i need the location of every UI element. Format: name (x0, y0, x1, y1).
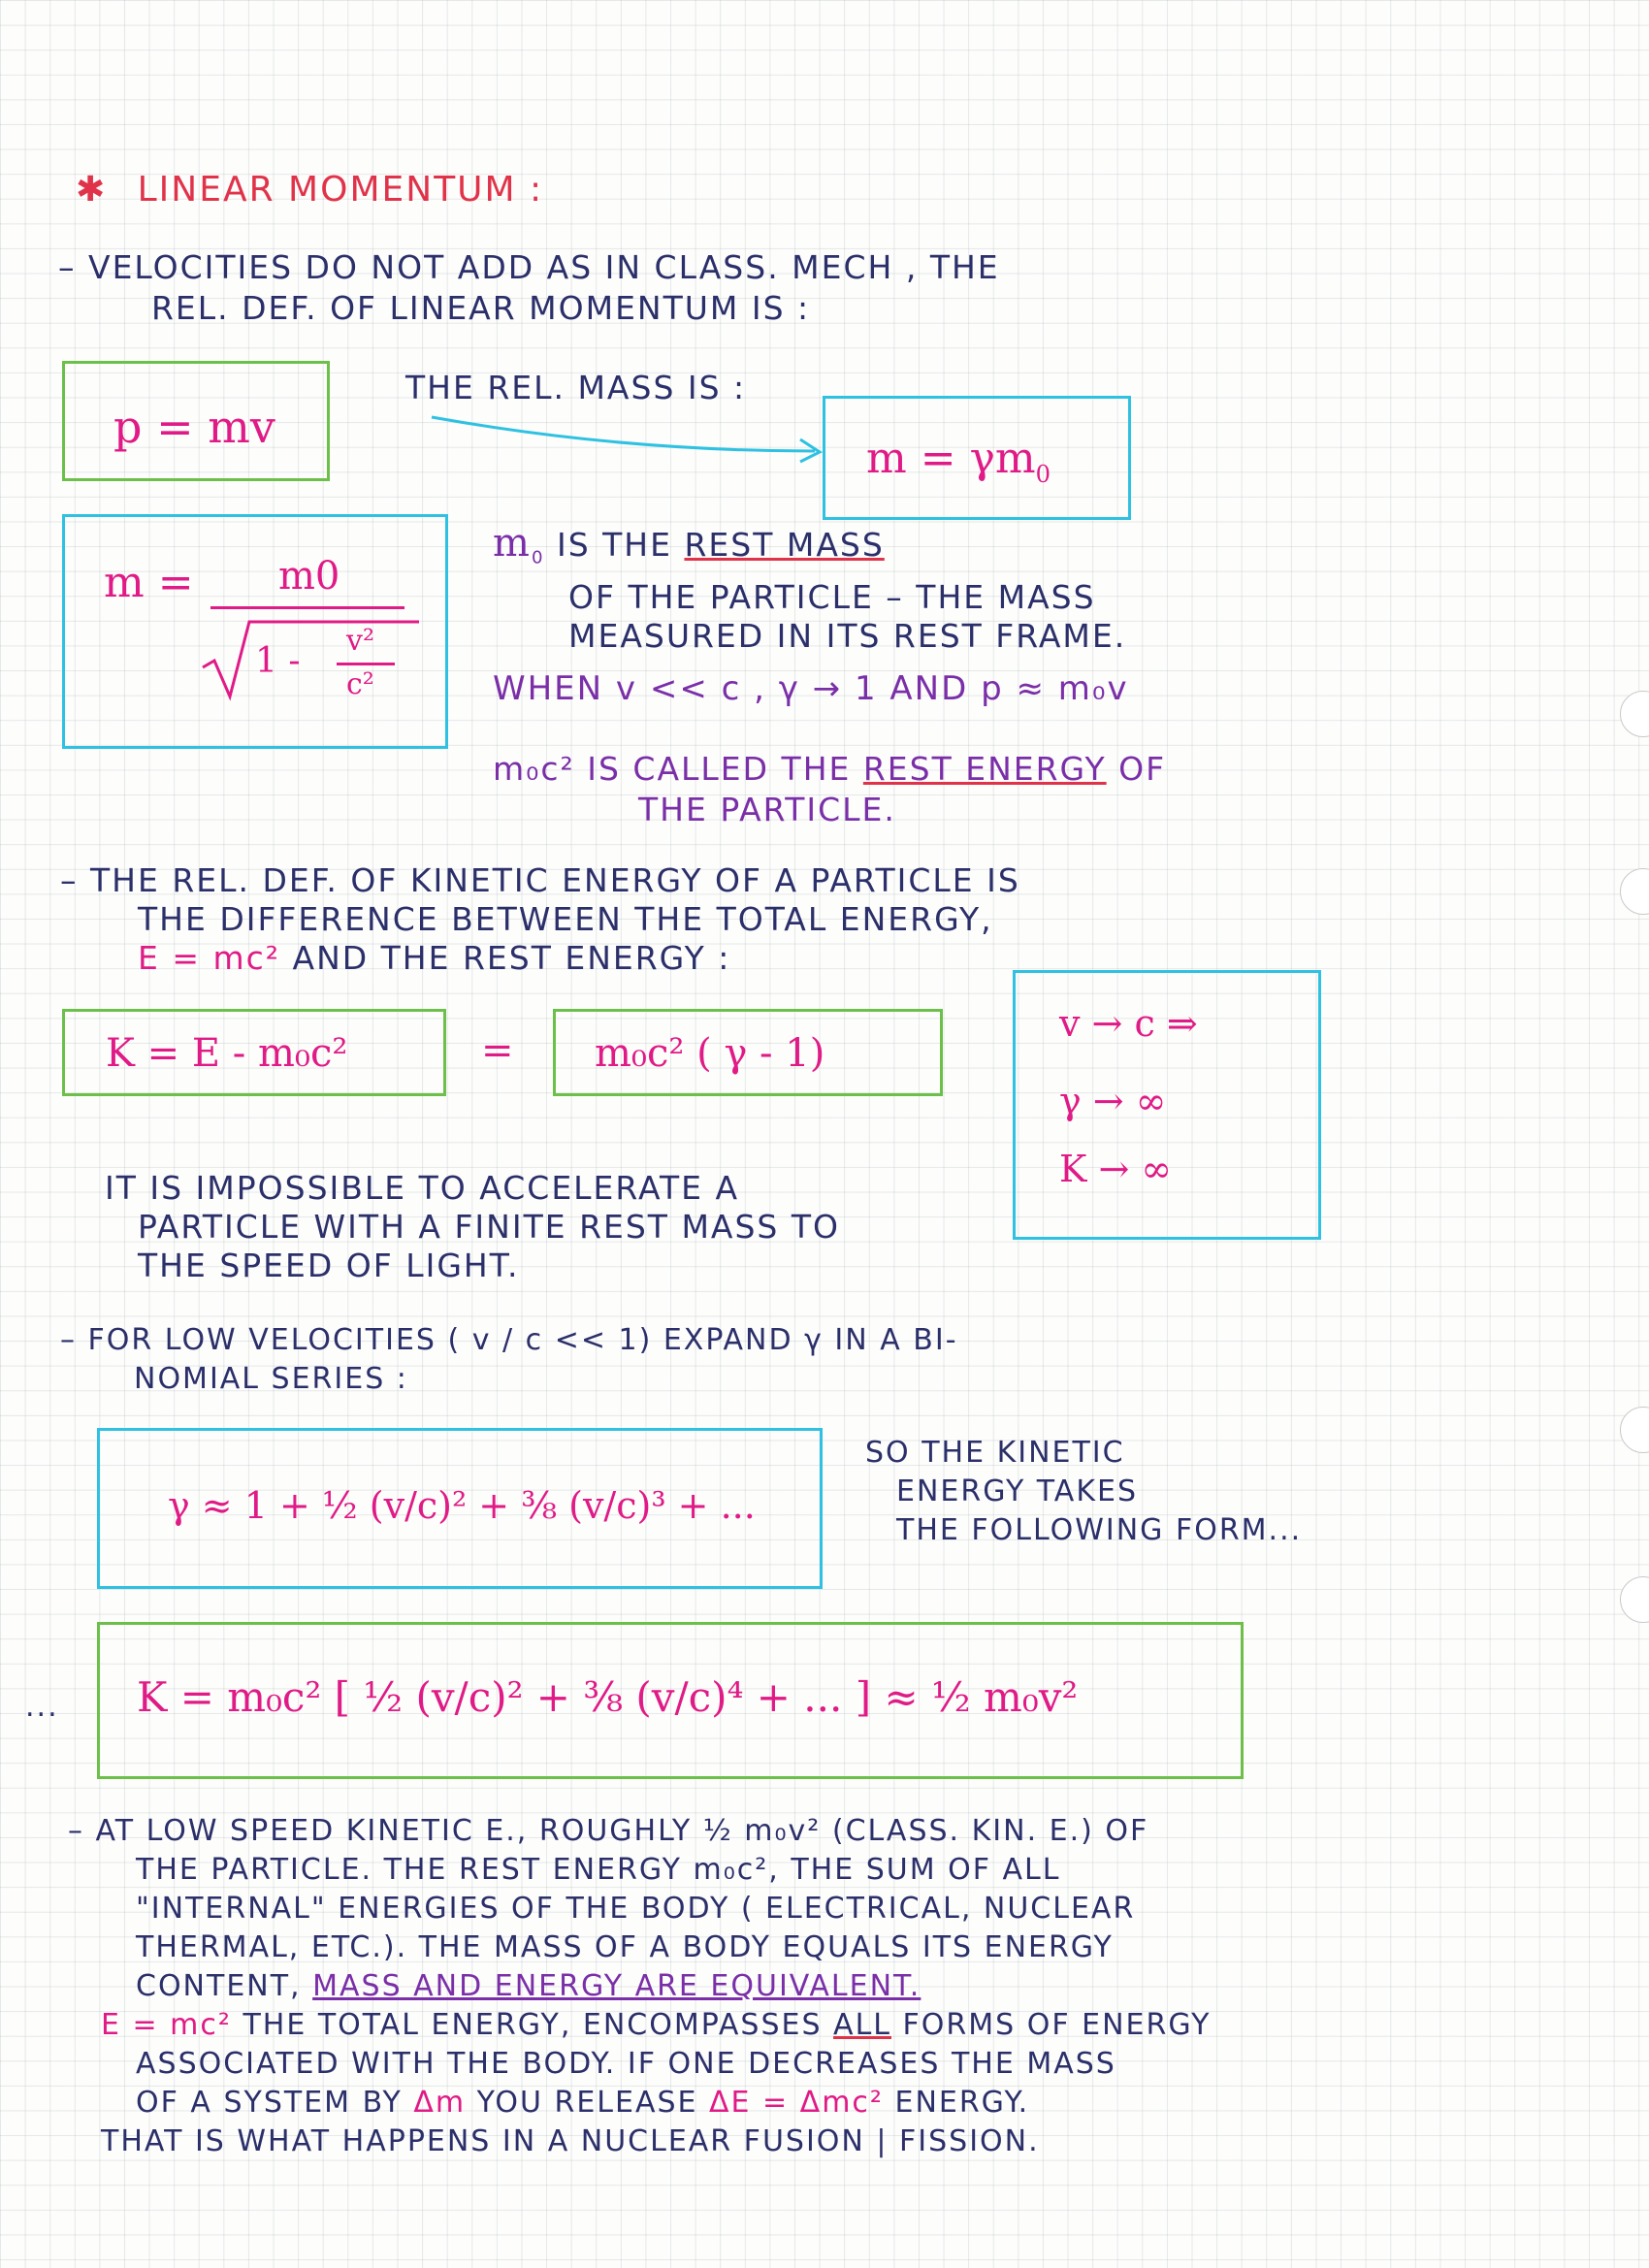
limit-row-2: γ → ∞ (1059, 1080, 1167, 1122)
rest-energy-note: m₀c² IS CALLED THE REST ENERGY OF THE PARTICLE. (493, 750, 1167, 828)
page-title (76, 170, 543, 210)
kinetic-form-line-3: THE FOLLOWING FORM... (896, 1513, 1303, 1547)
limit-row-1: v → c ⇒ (1059, 1002, 1198, 1045)
kinetic-energy-box (62, 1009, 446, 1096)
equals-sign: = (481, 1028, 514, 1073)
star-icon: ✱ (76, 170, 108, 210)
continuation-ellipsis: ... (25, 1690, 59, 1724)
root-c2: c² (346, 667, 374, 701)
closing-line-6a: E = mc² (101, 2008, 232, 2042)
low-velocity-line-1: FOR LOW VELOCITIES ( v / c << 1) EXPAND γ IN A BI- (87, 1323, 958, 1357)
rest-mass-line-2: OF THE PARTICLE – THE MASS (568, 577, 1096, 616)
rel-mass-formula: $m = \gamma m_0$ (866, 434, 1051, 488)
kinetic-definition: – THE REL. DEF. OF KINETIC ENERGY OF A PARTICLE IS THE DIFFERENCE BETWEEN THE TOTAL ENERGY, E = mc² AND THE REST ENERGY : (60, 861, 1020, 977)
kinetic-form-line-1: SO THE KINETIC (865, 1436, 1125, 1470)
closing-line-5a: CONTENT, (136, 1969, 313, 2003)
gamma-series-formula: γ ≈ 1 + ½ (v/c)² + ⅜ (v/c)³ + ... (168, 1484, 756, 1527)
kinetic-energy-gamma-formula: m₀c² ( γ - 1) (595, 1031, 825, 1076)
binder-hole (1620, 1576, 1649, 1623)
rest-mass-line-3: MEASURED IN ITS REST FRAME. (568, 616, 1127, 655)
intro-text (58, 247, 1000, 329)
closing-line-4: THERMAL, ETC.). THE MASS OF A BODY EQUALS ITS ENERGY (136, 1930, 1114, 1964)
closing-line-2: THE PARTICLE. THE REST ENERGY m₀c², THE SUM OF ALL (136, 1853, 1061, 1887)
intro-line-1: VELOCITIES DO NOT ADD AS IN CLASS. MECH , THE (88, 248, 1000, 286)
fraction-bar (210, 606, 404, 609)
rest-mass-note: $m_0$ IS THE REST MASS OF THE PARTICLE – THE MASS MEASURED IN ITS REST FRAME. (493, 521, 1127, 655)
binder-hole (1620, 868, 1649, 915)
mass-numerator: m0 (278, 554, 340, 599)
limit-row-3: K → ∞ (1059, 1148, 1173, 1190)
kinetic-line-1: THE REL. DEF. OF KINETIC ENERGY OF A PARTICLE IS (90, 861, 1020, 899)
closing-line-8a: OF A SYSTEM BY (136, 2086, 414, 2120)
impossible-note (105, 1169, 840, 1285)
low-velocity-note: – FOR LOW VELOCITIES ( v / c << 1) EXPAND γ IN A BI- NOMIAL SERIES : (60, 1323, 958, 1396)
closing-line-3: "INTERNAL" ENERGIES OF THE BODY ( ELECTRICAL, NUCLEAR (136, 1892, 1136, 1926)
closing-line-5b: MASS AND ENERGY ARE EQUIVALENT. (312, 1969, 922, 2003)
impossible-line-1: IT IS IMPOSSIBLE TO ACCELERATE A (105, 1169, 740, 1207)
kinetic-energy-formula: K = E - m₀c² (106, 1031, 348, 1076)
rel-mass-box (823, 396, 1131, 520)
impossible-line-3: THE SPEED OF LIGHT. (138, 1247, 520, 1284)
rest-energy-line-2: THE PARTICLE. (638, 791, 896, 828)
closing-line-7: ASSOCIATED WITH THE BODY. IF ONE DECREASES THE MASS (136, 2047, 1116, 2081)
sqrt-icon (201, 614, 424, 701)
kinetic-energy-gamma-box (553, 1009, 943, 1096)
bullet-dash: – (58, 248, 77, 286)
root-v2: v² (346, 624, 374, 658)
arrow-icon (427, 407, 834, 466)
kinetic-form-line-2: ENERGY TAKES (896, 1474, 1138, 1508)
closing-paragraph: – AT LOW SPEED KINETIC E., ROUGHLY ½ m₀v² (CLASS. KIN. E.) OF THE PARTICLE. THE REST ENERGY m₀c², THE SUM OF ALL "INTERNAL" ENERGIES OF THE BODY ( ELECTRICAL, NUCLEAR THERMAL, ETC.). THE MASS OF A BODY EQUALS ITS ENERGY CONTENT, MASS AND ENERGY ARE EQUIVALENT. E = mc² THE TOTAL ENERGY, ENCOMPASSES ALL FORMS OF ENERGY ASSOCIATED WITH THE BODY. IF ONE DECREASES THE MASS OF A SYSTEM BY Δm YOU RELEASE ΔE = Δmc² ENERGY. THAT IS WHAT HAPPENS IN A NUCLEAR FUSION | FISSION. (68, 1814, 1212, 2158)
binder-hole (1620, 691, 1649, 737)
kinetic-line-2: THE DIFFERENCE BETWEEN THE TOTAL ENERGY, (138, 900, 993, 938)
mass-formula-box (62, 514, 448, 749)
momentum-formula-box (62, 361, 330, 481)
kinetic-series-formula: K = m₀c² [ ½ (v/c)² + ⅜ (v/c)⁴ + ... ] ≈ ½ m₀v² (137, 1673, 1079, 1721)
impossible-line-2: PARTICLE WITH A FINITE REST MASS TO (138, 1208, 841, 1246)
low-velocity-line-2: NOMIAL SERIES : (134, 1362, 408, 1396)
mass-lhs: m = (104, 558, 194, 607)
gamma-series-box (97, 1428, 823, 1589)
closing-line-1: AT LOW SPEED KINETIC E., ROUGHLY ½ m₀v² (CLASS. KIN. E.) OF (95, 1814, 1149, 1848)
closing-line-9: THAT IS WHAT HAPPENS IN A NUCLEAR FUSION | FISSION. (101, 2124, 1040, 2158)
kinetic-form-note (865, 1434, 1302, 1550)
binder-hole (1620, 1407, 1649, 1453)
root-fraction-bar (337, 663, 395, 665)
root-one: 1 - (255, 641, 301, 681)
kinetic-series-box (97, 1622, 1244, 1779)
momentum-formula: p = mv (113, 401, 275, 453)
limit-note: WHEN v << c , γ → 1 AND p ≈ m₀v (493, 669, 1129, 708)
title-text: LINEAR MOMENTUM : (137, 170, 544, 210)
limits-box (1013, 970, 1321, 1240)
rel-mass-label: THE REL. MASS IS : (405, 369, 747, 406)
intro-line-2: REL. DEF. OF LINEAR MOMENTUM IS : (151, 289, 811, 327)
kinetic-line-3-eq: E = mc² (138, 939, 280, 977)
